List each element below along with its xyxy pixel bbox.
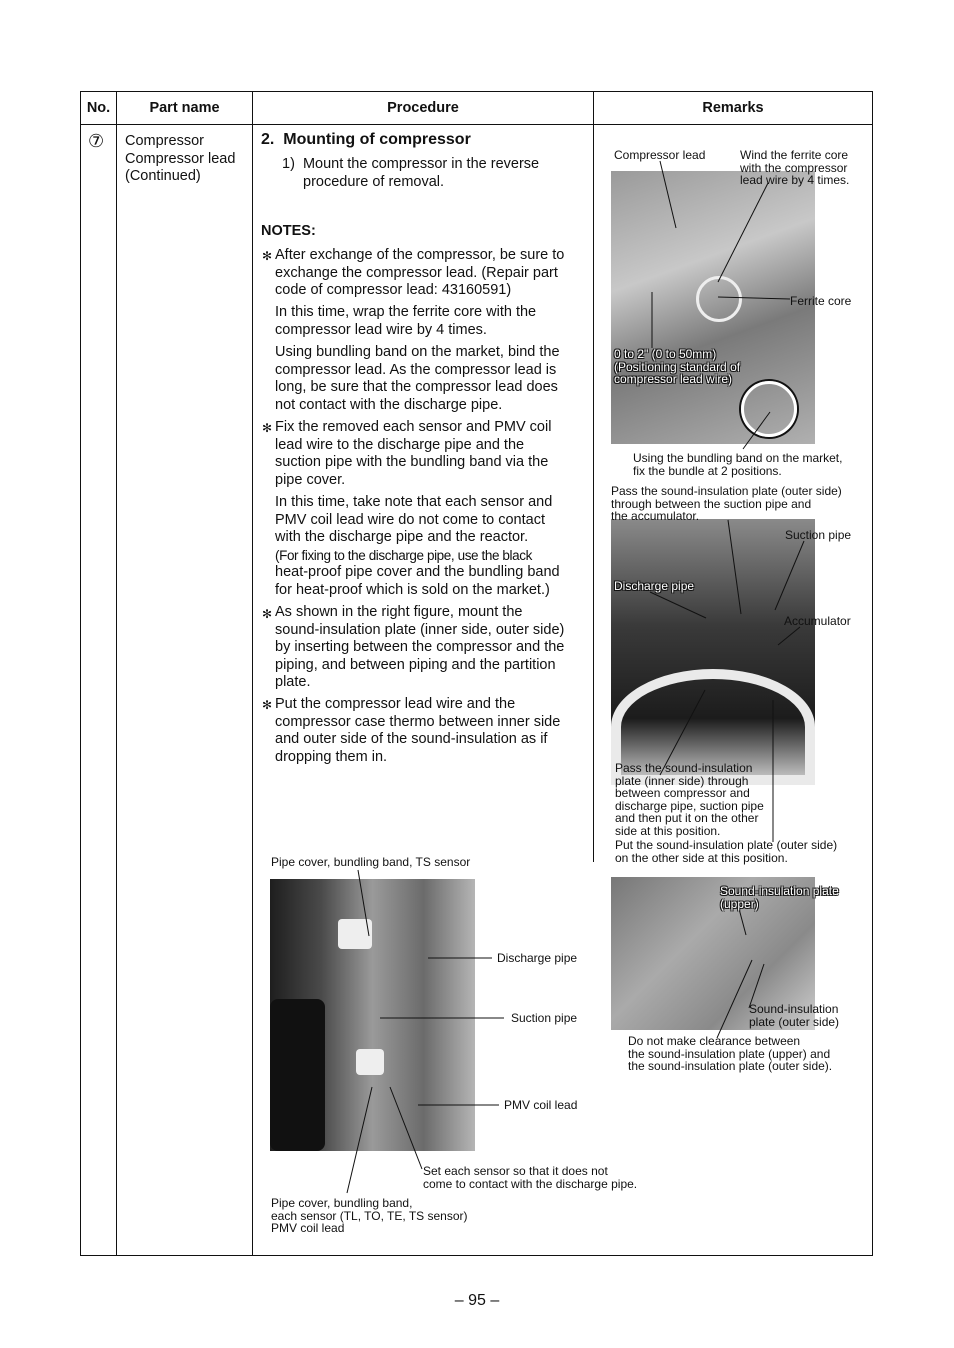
header-procedure: Procedure bbox=[252, 91, 594, 125]
note-2b: In this time, take note that each sensor and PMV coil lead wire do not come to contact with the discharge pipe and the reactor. (For fixing to the discharge pipe, use the black heat-proof pipe cover and the bundling band for heat-proof which is sold on the market.) bbox=[275, 494, 560, 598]
caption-pmv-coil: PMV coil lead bbox=[504, 1098, 578, 1112]
bullet-icon: ✻ bbox=[262, 421, 273, 435]
caption-discharge-pipe: Discharge pipe bbox=[614, 579, 695, 593]
caption-suction-pipe-2: Suction pipe bbox=[511, 1011, 578, 1025]
page-number: – 95 – bbox=[454, 1292, 500, 1309]
note-1: After exchange of the compressor, be sure to exchange the compressor lead. (Repair part code of compressor lead: 43160591) bbox=[275, 247, 565, 299]
caption-clearance: Do not make clearance between the sound-insulation plate (upper) and the sound-insulation plate (outer side). bbox=[628, 1034, 833, 1073]
caption-suction-pipe: Suction pipe bbox=[785, 528, 852, 542]
caption-positioning: 0 to 2" (0 to 50mm) (Positioning standard of compressor lead wire) bbox=[614, 347, 741, 386]
caption-discharge-pipe-2: Discharge pipe bbox=[497, 951, 578, 965]
row-number: ⑦ bbox=[88, 131, 105, 151]
note-3: As shown in the right figure, mount the sound-insulation plate (inner side, outer side) by inserting between the compressor and the piping, and between piping and the partition plate. bbox=[275, 604, 565, 691]
procedure-heading: 2. Mounting of compressor bbox=[261, 131, 471, 148]
bullet-icon: ✻ bbox=[262, 698, 273, 712]
caption-set-sensor: Set each sensor so that it does not come to contact with the discharge pipe. bbox=[423, 1164, 638, 1191]
note-2: Fix the removed each sensor and PMV coil lead wire to the discharge pipe and the suction pipe with the bundling band via the pipe cover. bbox=[275, 419, 552, 488]
caption-bundling: Using the bundling band on the market, fix the bundle at 2 positions. bbox=[633, 451, 843, 478]
caption-wind-ferrite: Wind the ferrite core with the compressor lead wire by 4 times. bbox=[740, 148, 850, 187]
bullet-icon: ✻ bbox=[262, 249, 273, 263]
caption-put-outer: Put the sound-insulation plate (outer side) on the other side at this position. bbox=[615, 838, 838, 865]
note-1c: Using bundling band on the market, bind the compressor lead. As the compressor lead is long, be sure that the compressor lead does not contact with the discharge pipe. bbox=[275, 344, 560, 413]
note-1b: In this time, wrap the ferrite core with the compressor lead wire by 4 times. bbox=[275, 304, 537, 338]
caption-outer-plate: Sound-insulation plate (outer side) bbox=[749, 1002, 840, 1029]
part-name: Compressor Compressor lead (Continued) bbox=[125, 133, 236, 185]
header-no: No. bbox=[80, 91, 117, 125]
caption-pass-outer: Pass the sound-insulation plate (outer side) through between the suction pipe and the accumulator. bbox=[611, 484, 842, 523]
caption-pipe-cover-ts: Pipe cover, bundling band, TS sensor bbox=[271, 855, 471, 869]
note-4: Put the compressor lead wire and the compressor case thermo between inner side and outer side of the sound-insulation as if dropping them in. bbox=[275, 696, 561, 765]
notes-title: NOTES: bbox=[261, 223, 316, 239]
caption-pipe-cover-all: Pipe cover, bundling band, each sensor (TL, TO, TE, TS sensor) PMV coil lead bbox=[271, 1196, 468, 1235]
bullet-icon: ✻ bbox=[262, 607, 273, 621]
caption-accumulator: Accumulator bbox=[784, 614, 851, 628]
step-1: 1) Mount the compressor in the reverse procedure of removal. bbox=[282, 156, 540, 190]
caption-pass-inner: Pass the sound-insulation plate (inner side) through between compressor and discharge pipe, suction pipe and then put it on the other side at this position. bbox=[615, 761, 764, 838]
header-part-name: Part name bbox=[116, 91, 253, 125]
caption-compressor-lead: Compressor lead bbox=[614, 148, 706, 162]
header-remarks: Remarks bbox=[593, 91, 873, 125]
caption-upper-plate: Sound-insulation plate (upper) bbox=[720, 884, 839, 911]
caption-ferrite-core: Ferrite core bbox=[790, 294, 852, 308]
